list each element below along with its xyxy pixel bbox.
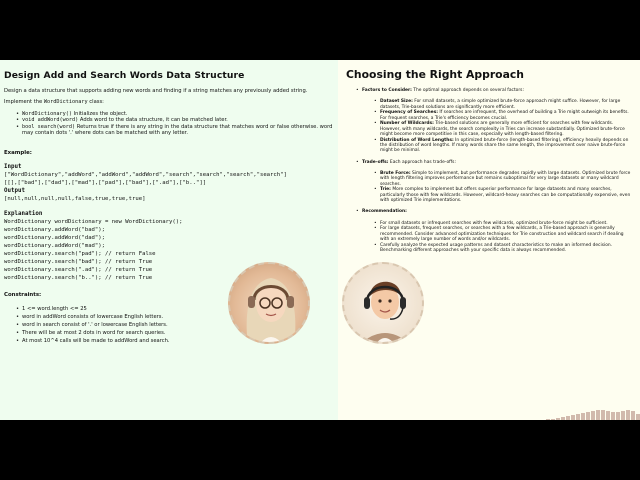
implement-class: WordDictionary xyxy=(43,99,88,106)
implement-suffix: class: xyxy=(87,99,104,106)
problem-title: Design Add and Search Words Data Structure xyxy=(4,70,245,81)
explanation-line: wordDictionary.search(".ad"); // return True xyxy=(4,267,153,274)
tradeoff-item xyxy=(374,187,634,203)
item-label: Frequency of Searches: xyxy=(380,110,439,116)
section-label: Recommendation: xyxy=(362,209,407,215)
factor-item xyxy=(374,121,634,137)
output-label: Output xyxy=(4,188,25,195)
constraint-item: • At most 10^4 calls will be made to addWord and search. xyxy=(16,337,334,345)
input-line-1: ["WordDictionary","addWord","addWord","addWord","search","search","search","search"] xyxy=(4,172,287,179)
recommendation-item: • For large datasets, frequent searches, or searches with a few wildcards, a Trie-based approach is generally recommended. Consider advanced optimization techniques for Trie construction and wildcard search if dealing with an extremely large number of words and/or wildcards. xyxy=(374,226,634,242)
section-text: Each approach has trade-offs: xyxy=(388,159,456,165)
example-label: Example: xyxy=(4,150,32,157)
item-text: If searches are infrequent, the overhead of building a Trie might outweigh its benefits. For frequent searches, a Trie's efficiency becomes crucial. xyxy=(380,110,629,121)
explanation-line: wordDictionary.search("bad"); // return True xyxy=(4,259,153,266)
example-input xyxy=(4,163,334,203)
item-label: Brute Force: xyxy=(380,171,411,177)
api-list xyxy=(16,111,334,137)
api-text: Adds word to the data structure, it can be matched later. xyxy=(78,117,228,124)
output-line: [null,null,null,null,false,true,true,true] xyxy=(4,196,146,203)
api-text: Returns true if there is any string in the data structure that matches word or false otherwise. word may contain dots '.' where dots can be matched with any letter. xyxy=(22,123,333,137)
male-host-avatar xyxy=(342,262,424,344)
section-text: The optimal approach depends on several factors: xyxy=(411,88,524,93)
item-label: Number of Wildcards: xyxy=(380,121,434,127)
problem-panel xyxy=(0,60,338,420)
item-text: More complex to implement but offers superior performance for large datasets and many searches, particularly those with few wildcards. However, wildcard-heavy searches can be computationally expensive, even with optimized Trie implementations. xyxy=(380,187,631,204)
factor-item xyxy=(374,138,634,154)
constraint-item: • 1 <= word.length <= 25 xyxy=(16,305,334,313)
explanation-line: wordDictionary.search("pad"); // return False xyxy=(4,251,156,258)
item-label: Dataset Size: xyxy=(380,99,413,105)
section-label: Trade-offs: xyxy=(362,159,389,165)
api-code: void addWord(word) xyxy=(22,117,79,124)
factor-item xyxy=(374,99,634,110)
factor-item xyxy=(374,110,634,121)
api-text: Initializes the object. xyxy=(71,110,128,117)
factors-list xyxy=(374,99,634,153)
audio-waveform xyxy=(546,406,640,420)
approach-title: Choosing the Right Approach xyxy=(346,68,524,81)
api-code: bool search(word) xyxy=(22,123,76,130)
section-recommendation xyxy=(356,209,634,253)
constraint-item: • word in search consist of '.' or lowercase English letters. xyxy=(16,321,334,329)
recommendation-list xyxy=(374,221,634,254)
implement-line xyxy=(4,99,334,105)
tradeoffs-list xyxy=(374,171,634,203)
item-text: For small datasets, a simple optimized brute-force approach might suffice. However, for large datasets, Trie-based solutions are significantly more efficient. xyxy=(380,99,621,110)
explanation-label: Explanation xyxy=(4,211,43,218)
female-host-avatar xyxy=(228,262,310,344)
section-label: Factors to Consider: xyxy=(362,88,412,93)
constraint-item: • There will be at most 2 dots in word for search queries. xyxy=(16,329,334,337)
constraints-label: Constraints: xyxy=(4,292,42,299)
explanation-line: wordDictionary.addWord("bad"); xyxy=(4,227,106,234)
explanation-line: WordDictionary wordDictionary = new WordDictionary(); xyxy=(4,219,183,226)
explanation-line: wordDictionary.addWord("mad"); xyxy=(4,243,106,250)
constraint-item: • word in addWord consists of lowercase English letters. xyxy=(16,313,334,321)
implement-prefix: Implement the xyxy=(4,99,44,106)
input-line-2: [[],["bad"],["dad"],["mad"],["pad"],["bad"],[".ad"],["b.."]] xyxy=(4,180,207,187)
recommendation-item: • Carefully analyze the expected usage patterns and dataset characteristics to make an informed decision. Benchmarking different approaches with your specific data is always recommended. xyxy=(374,243,634,254)
input-label: Input xyxy=(4,164,22,171)
recommendation-item: • For small datasets or infrequent searches with few wildcards, optimized brute-force might be sufficient. xyxy=(374,221,634,226)
item-label: Distribution of Word Lengths: xyxy=(380,137,454,143)
section-factors xyxy=(356,88,634,154)
api-item xyxy=(16,124,334,137)
problem-description: Design a data structure that supports adding new words and finding if a string matches any previously added string. xyxy=(4,88,308,94)
item-label: Trie: xyxy=(380,187,391,193)
item-text: In optimized brute-force (length-based filtering), efficiency heavily depends on the distribution of word lengths. If many words share the same length, the improvement over naive brute-force might be minimal. xyxy=(380,137,629,154)
section-tradeoffs xyxy=(356,160,634,204)
api-code: WordDictionary() xyxy=(22,110,72,117)
item-text: Trie-based solutions are generally more efficient for searches with few wildcards. However, with many wildcards, the search complexity in Tries can increase substantially. Optimized brute-force might become more competitive in this case, especially with length-based filtering. xyxy=(380,121,625,138)
item-text: Simple to implement, but performance degrades rapidly with large datasets. Optimized brute force with length filtering improves performance but remains suboptimal for very large datasets or many wildcard searches. xyxy=(380,171,631,187)
approach-panel xyxy=(338,60,640,420)
video-frame xyxy=(0,60,640,420)
tradeoff-item xyxy=(374,171,634,187)
explanation-line: wordDictionary.search("b.."); // return True xyxy=(4,275,153,282)
explanation-line: wordDictionary.addWord("dad"); xyxy=(4,235,106,242)
approach-sections xyxy=(356,88,634,253)
